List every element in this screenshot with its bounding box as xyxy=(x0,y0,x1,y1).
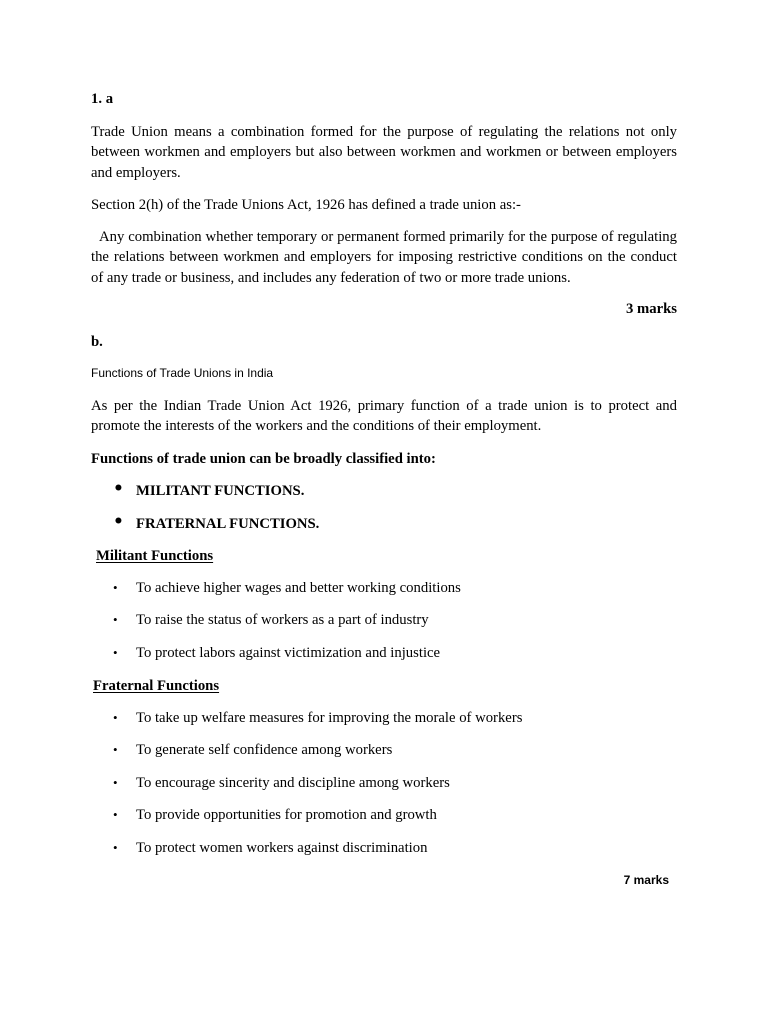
militant-item: To achieve higher wages and better working conditions xyxy=(136,580,461,596)
fraternal-item: To provide opportunities for promotion and growth xyxy=(136,807,437,823)
classified-heading: Functions of trade union can be broadly classified into: xyxy=(91,451,436,467)
legal-definition-paragraph: Any combination whether temporary or permanent formed primarily for the purpose of regulating the relations between workmen and employers for imposing restrictive conditions on the conduct of any trade or business, and includes any federation of two or more trade unions. xyxy=(91,229,677,286)
militant-heading: Militant Functions xyxy=(96,548,214,564)
class-item-fraternal: FRATERNAL FUNCTIONS. xyxy=(136,516,320,532)
bullet-icon: • xyxy=(113,775,118,790)
bullet-icon: • xyxy=(113,840,118,855)
trade-union-definition-paragraph: Trade Union means a combination formed for the purpose of regulating the relations not only between workmen and employers but also between workmen and workmen or between employers and employers. xyxy=(91,124,677,181)
fraternal-item: To encourage sincerity and discipline among workers xyxy=(136,775,450,791)
marks-b: 7 marks xyxy=(623,873,669,887)
marks-a: 3 marks xyxy=(626,301,677,317)
bullet-icon: • xyxy=(113,479,124,499)
bullet-icon: • xyxy=(113,580,118,595)
fraternal-heading: Fraternal Functions xyxy=(93,678,220,694)
functions-heading: Functions of Trade Unions in India xyxy=(91,366,274,380)
militant-item: To protect labors against victimization and injustice xyxy=(136,645,441,661)
class-item-militant: MILITANT FUNCTIONS. xyxy=(136,483,305,499)
fraternal-item: To take up welfare measures for improving the morale of workers xyxy=(136,710,523,726)
bullet-icon: • xyxy=(113,742,118,757)
militant-item: To raise the status of workers as a part of industry xyxy=(136,612,429,628)
bullet-icon: • xyxy=(113,645,118,660)
indian-act-paragraph: As per the Indian Trade Union Act 1926, primary function of a trade union is to protect and promote the interests of the workers and the conditions of their employment. xyxy=(91,398,677,435)
bullet-icon: • xyxy=(113,710,118,725)
fraternal-item: To protect women workers against discrimination xyxy=(136,840,428,856)
bullet-icon: • xyxy=(113,612,118,627)
question-1a-label: 1. a xyxy=(91,91,114,107)
question-1b-label: b. xyxy=(91,334,103,350)
bullet-icon: • xyxy=(113,512,124,532)
section-2h-paragraph: Section 2(h) of the Trade Unions Act, 1926 has defined a trade union as:- xyxy=(91,197,521,213)
fraternal-item: To generate self confidence among workers xyxy=(136,742,393,758)
bullet-icon: • xyxy=(113,807,118,822)
